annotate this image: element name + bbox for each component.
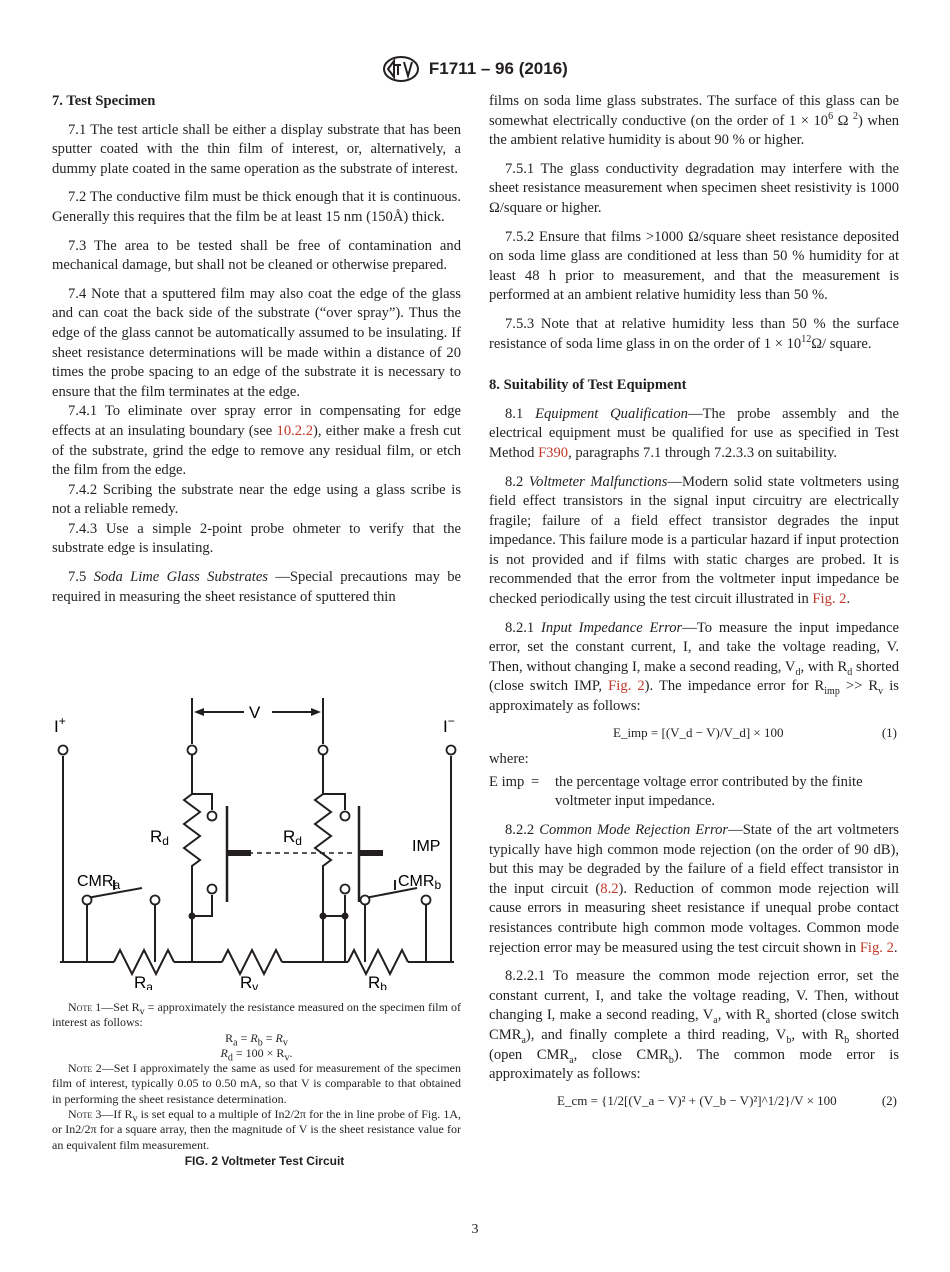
p82-b: . [846, 591, 851, 608]
p75c-c: ) when the ambient relative humidity is about 90 % or higher. [489, 112, 899, 149]
paragraph-8-1 [489, 405, 899, 464]
section-8-heading: 8. Suitability of Test Equipment [489, 377, 687, 394]
p753-b: Ω/ square. [811, 335, 872, 352]
paragraph-7-1: 7.1 The test article shall be either a display substrate that has been sputter coated with the thin film of interest, or, alternatively, a dummy plate coated in the same operation as the substrate of interest. [52, 121, 461, 177]
p821-c: shorted (close switch IMP, [489, 658, 899, 695]
label-cmr-b: CMRb [398, 873, 442, 892]
paragraph-8-2-1: 8.2.1 Input Impedance Error—To measure the input impedance error, set the constant current, I, and take the voltage reading, V. Then, without changing I, make a second reading, $V_d$, with $R_d$ shorted (close switch IMP, Fig. 2). The impedance error for $R_{imp} >> R_v$ is approximately as follows: [489, 619, 900, 715]
equation-1-number: (1) [881, 724, 897, 740]
link-fig-2-a[interactable]: Fig. 2 [812, 591, 847, 608]
p8221-g: , close CMR [573, 1046, 669, 1063]
paragraph-7-3: 7.3 The area to be tested shall be free of contamination and mechanical damage, but shall not be cleaned or otherwise prepared. [52, 237, 461, 274]
note-1-text2: = approximately the resistance measured on the specimen film of interest as follows: [52, 1000, 462, 1030]
note-1-eq2-text: = 100 × R [232, 1045, 285, 1060]
p821-title: Input Impedance Error [541, 619, 683, 636]
left-column [52, 92, 461, 607]
p822-title: Common Mode Rejection Error [539, 822, 729, 838]
link-10-2-2[interactable]: 10.2.2 [276, 422, 313, 439]
p8221-d: ), and finally complete a third reading, V [525, 1026, 787, 1043]
label-v: V [249, 703, 261, 722]
note-3-text2: is set equal to a multiple of In2/2π for the in line probe of Fig. 1A, or In2/2π for a square array, then the magnitude of V is the sheet resistance value for an equivalent film measurement. [52, 1107, 462, 1152]
p741-text-b: ), either make a fresh cut of the substrate, grind the edge to remove any residual film, or etch the film from the edge. [52, 422, 461, 479]
paragraph-7-5-3: 7.5.3 Note that at relative humidity less than 50 % the surface resistance of soda lime glass in on the order of $1 \times 10^{12}\Omega/$ square. [489, 315, 899, 352]
p82-a: —Modern solid state voltmeters using field effect transistors in the signal input circuitry are electrically fragile; failure of a field effect transistor degrades the input impedance. This failure mode is a particular hazard if input protection is not provided and if films with static charges are probed. It is recommended that the error from the voltmeter input impedance be checked periodically using the test circuit illustrated in [489, 473, 899, 608]
paragraph-7-4-1 [52, 402, 461, 480]
p82-num: 8.2 [505, 473, 529, 490]
p75c-b: Ω [833, 112, 853, 129]
label-rv: Rv [240, 973, 259, 990]
paragraph-7-5-continued: films on soda lime glass substrates. The surface of this glass can be somewhat electrically conductive (on the order of $1 \times 10^6$ Ω $^2$) when the ambient relative humidity is about 90 % or higher. [489, 93, 899, 149]
paragraph-7-4-2: 7.4.2 Scribing the substrate near the edge using a glass scribe is not a reliable remedy. [52, 481, 461, 518]
note-2-text: —Set I approximately the same as used for measurement of the specimen film of interest, typically 0.05 to 0.50 mA, so that V is comparable to that obtained in performing the sheet resistance determination. [52, 1061, 461, 1106]
link-f390[interactable]: F390 [538, 444, 569, 461]
p81-num: 8.1 [505, 405, 536, 422]
label-cmr-a: CMRa [77, 873, 121, 892]
figure-notes [52, 1000, 461, 1169]
p821-b: , with R [800, 658, 848, 675]
p821-e: >> R [839, 678, 879, 695]
p75-title: Soda Lime Glass Substrates [93, 569, 268, 586]
label-rd-right: Rd [283, 827, 302, 848]
def-term: E imp [489, 773, 525, 790]
def-description: the percentage voltage error contributed by the finite voltmeter input impedance. [555, 773, 863, 810]
note-3-label: Note 3 [68, 1107, 102, 1122]
definition-e-imp [489, 773, 899, 812]
paragraph-7-5 [52, 568, 461, 607]
equation-2-number: (2) [881, 1092, 897, 1108]
figure-caption: FIG. 2 Voltmeter Test Circuit [184, 1153, 345, 1168]
note-1-equation-1: $R_a = R_b = R_v$ [225, 1030, 288, 1048]
voltmeter-test-circuit-figure [52, 690, 461, 990]
note-2-label: Note 2 [68, 1061, 102, 1076]
p81-title: Equipment Qualification [535, 405, 688, 422]
note-1-eq1-r: R [225, 1030, 234, 1045]
p8221-h: ). The common mode error is approximately as follows: [489, 1046, 900, 1083]
p81-b: , paragraphs 7.1 through 7.2.3.3 on suitability. [568, 444, 838, 461]
note-1-label: Note 1 [68, 1000, 102, 1014]
label-ra: Ra [134, 973, 153, 990]
equation-1-formula: E_imp = [(V_d − V)/V_d] × 100 [613, 724, 784, 740]
paragraph-7-2: 7.2 The conductive film must be thick enough that it is continuous. Generally this requires that the film be at least 15 nm (150Å) thick. [52, 189, 461, 225]
p821-num: 8.2.1 [505, 619, 542, 636]
p75-num: 7.5 [68, 569, 94, 586]
note-1-eq2-r: R [220, 1045, 228, 1060]
document-title: F1711 – 96 (2016) [428, 59, 568, 78]
paragraph-7-4: 7.4 Note that a sputtered film may also coat the edge of the glass and can coat the back side of the substrate (“over spray”). Thus the edge of the glass cannot be automatically assumed to be insulating. If sheet resistance determinations will be made within a distance of 20 times the probe spacing to an edge of the substrate it is necessary to ensure that the film terminates at the edge. [52, 285, 461, 400]
paragraph-8-2-2 [489, 821, 899, 958]
p8221-c: shorted (close switch CMR [489, 1007, 900, 1043]
label-i-minus: I− [443, 714, 455, 736]
p822-c: . [893, 939, 898, 956]
def-equals: = [531, 773, 540, 790]
label-imp: IMP [412, 838, 441, 855]
section-7-heading: 7. Test Specimen [52, 93, 156, 109]
p741-text-a: 7.4.1 To eliminate over spray error in compensating for edge effects at an insulating boundary (see [52, 403, 461, 439]
note-2 [52, 1061, 461, 1107]
note-3-text: —If R [101, 1107, 133, 1122]
label-rb: Rb [368, 973, 387, 990]
p822-num: 8.2.2 [505, 822, 540, 838]
label-rd-left: Rd [150, 827, 169, 848]
link-8-2[interactable]: 8.2 [600, 880, 619, 897]
p81-a: —The probe assembly and the electrical equipment must be qualified for use as specified in Test Method [489, 405, 899, 461]
equation-2 [489, 1091, 899, 1111]
p822-a: —State of the art voltmeters typically have high common mode rejection (on the order of 90 dB), but this may be degraded by the failure of a field effect transistor in the input circuit ( [489, 822, 899, 897]
p821-a: —To measure the input impedance error, set the constant current, I, and take the voltage reading, V. Then, without changing I, make a second reading, V [489, 619, 900, 675]
p82-title: Voltmeter Malfunctions [528, 473, 668, 490]
equation-1 [489, 723, 899, 743]
p8221-b: , with R [717, 1007, 766, 1024]
note-1: Note 1—Set $R_v$ = approximately the resistance measured on the specimen film of interest as follows: [52, 1000, 462, 1030]
p822-b: ). Reduction of common mode rejection will cause errors in measuring sheet resistance if unequal probe contact resistances contribute high common mode voltages. Common mode rejection error may be measured using the test circuit shown in [489, 880, 899, 956]
p75c-a: films on soda lime glass substrates. The surface of this glass can be somewhat electrically conductive (on the order of 1 × 10 [489, 93, 899, 129]
note-1-equation-2: $R_d = 100 \times R_v$. [220, 1045, 293, 1064]
paragraph-8-2 [489, 473, 899, 610]
equation-2-formula: E_cm = {1/2[(V_a − V)² + (V_b − V)²]^1/2}/V × 100 [557, 1092, 837, 1108]
p821-f: is approximately as follows: [489, 678, 899, 715]
label-i-plus: I+ [54, 714, 66, 736]
paragraph-7-4-3: 7.4.3 Use a simple 2-point probe ohmeter to verify that the substrate edge is insulating. [52, 520, 461, 557]
p75-text: —Special precautions may be required in measuring the sheet resistance of sputtered thin [52, 569, 462, 605]
right-column [489, 92, 899, 1118]
link-fig-2-b[interactable]: Fig. 2 [608, 678, 645, 695]
where-label: where: [489, 751, 529, 768]
p8221-e: , with R [791, 1026, 845, 1043]
paragraph-8-2-2-1: 8.2.2.1 To measure the common mode rejection error, set the constant current, I, and take the voltage reading, V. Then, without changing I, make a second reading, $V_a$, with $R_a$ shorted (close switch $CMR_a$), and finally complete a third reading, $V_b$, with $R_b$ shorted (open $CMR_a$, close $CMR_b$). The common mode error is approximately as follows: [489, 968, 900, 1083]
p821-d: ). The impedance error for R [644, 678, 825, 695]
p8221-a: 8.2.2.1 To measure the common mode rejection error, set the constant current, I, and take the voltage reading, V. Then, without changing I, make a second reading, V [489, 968, 899, 1024]
p753-a: 7.5.3 Note that at relative humidity less than 50 % the surface resistance of soda lime glass in on the order of 1 × 10 [489, 315, 899, 352]
p8221-f: shorted (open CMR [489, 1026, 899, 1063]
page-header [0, 56, 950, 82]
link-fig-2-c[interactable]: Fig. 2 [859, 939, 894, 956]
astm-logo-icon [382, 56, 420, 82]
note-1-text: —Set R [101, 1000, 140, 1014]
paragraph-7-5-1: 7.5.1 The glass conductivity degradation may interfere with the sheet resistance measurement when specimen sheet resistivity is 1000 Ω/square or higher. [489, 160, 899, 216]
paragraph-7-5-2: 7.5.2 Ensure that films >1000 Ω/square sheet resistance deposited on soda lime glass are conditioned at less than 50 % humidity for at least 48 h prior to measurement, and that the measurement is performed at an ambient relative humidity less than 50 %. [489, 228, 899, 304]
note-3: Note 3—If $R_v$ is set equal to a multiple of In2/2π for the in line probe of Fig. 1A, or In2/2π for a square array, then the magnitude of V is the sheet resistance value for an equivalent film measurement. [52, 1107, 462, 1152]
page-number: 3 [471, 1222, 479, 1237]
